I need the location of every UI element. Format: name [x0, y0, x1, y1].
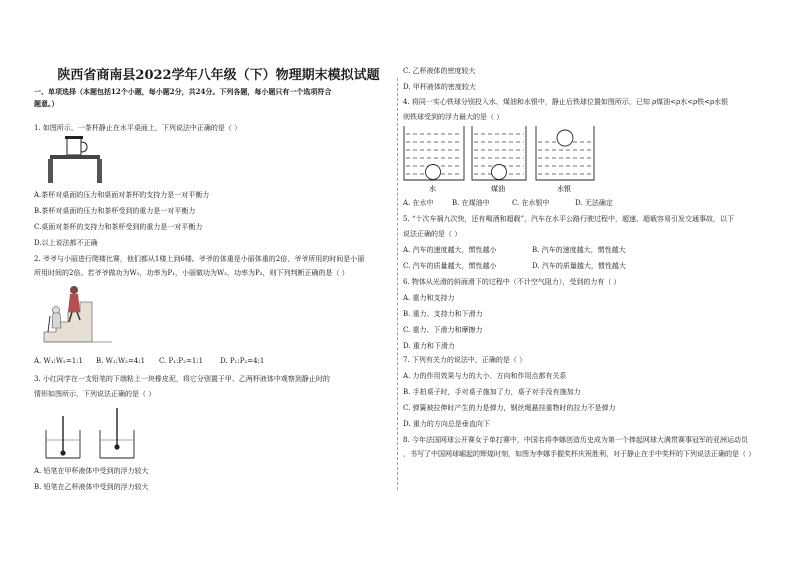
q4-label-kerosene: 煤油: [491, 185, 505, 193]
q8-stem-line1: 8. 今年法国网球公开赛女子单打赛中，中国名将李娜创造历史成为第一个捧起网球大满贯赛事冠军的亚洲运动员: [403, 436, 748, 444]
q4-stem-line2: 则铁球受到的浮力最大的是（ ）: [403, 113, 504, 121]
q5-option-c: C. 汽车的质量越大，惯性越小: [403, 262, 497, 270]
q4-label-water: 水: [429, 185, 436, 193]
q5-stem-line2: 说法正确的是（ ）: [403, 230, 462, 238]
q3-option-a: A. 铅笔在甲杯液体中受到的浮力较大: [34, 467, 149, 475]
q3-pencil-in-liquids-figure: [40, 404, 152, 462]
q5-stem-line1: 5. “十次车祸九次快，还有喝酒和超载”，汽车在水平公路行驶过程中，超速、超载容易引发交通事故，以下: [403, 215, 735, 223]
q2-option-b: B. W₁:W₂=4:1: [96, 357, 146, 365]
q4-option-c: C. 在水银中: [512, 199, 550, 207]
q3-option-c: C. 乙杯液体的密度较大: [403, 67, 476, 75]
q4-option-b: B. 在煤油中: [452, 199, 490, 207]
q7-option-a: A. 力的作用效果与力的大小、方向和作用点都有关系: [403, 372, 567, 380]
column-divider: [397, 78, 398, 490]
q7-option-d: D. 重力的方向总是垂直向下: [403, 420, 490, 428]
q4-option-d: D. 无法确定: [575, 199, 613, 207]
q2-option-d: D. P₁:P₂=4:1: [220, 357, 265, 365]
q4-label-mercury: 水银: [557, 185, 571, 193]
q5-option-b: B. 汽车的速度越大，惯性越大: [532, 246, 626, 254]
q6-option-d: D. 重力和下滑力: [403, 342, 455, 350]
q1-teacup-on-table-figure: [42, 134, 108, 184]
q5-option-a: A. 汽车的速度越大，惯性越小: [403, 246, 497, 254]
q7-option-b: B. 手拍桌子时，手对桌子施加了力，桌子对手没有施加力: [403, 388, 581, 396]
q3-stem-line1: 3. 小红同学在一支铅笔的下端粘上一块橡皮泥，将它分别置于甲、乙两杯液体中观察到静止时的: [34, 375, 330, 383]
q1-option-a: A.茶杯对桌面的压力和桌面对茶杯的支持力是一对平衡力: [34, 191, 210, 199]
q5-option-d: D. 汽车的质量越大，惯性越大: [532, 262, 626, 270]
q1-option-d: D.以上说法都不正确: [34, 239, 98, 247]
q2-stem-line2: 所用时间的2倍。若爷爷做功为W₁，功率为P₁，小丽做功为W₂，功率为P₂，则下列判断正确的是（ ）: [34, 269, 349, 277]
q6-option-c: C. 重力、下滑力和摩擦力: [403, 326, 483, 334]
q4-iron-ball-in-liquids-figure: [402, 122, 598, 194]
q3-stem-line2: 情形如图所示，下列说法正确的是（ ）: [34, 390, 156, 398]
section-heading: 一、单项选择（本题包括12个小题，每小题2分，共24分。下列各题，每小题只有一个选项符合: [34, 87, 332, 96]
q7-stem: 7. 下列有关力的说法中，正确的是（ ）: [403, 356, 527, 364]
section-heading-cont: 题意。）: [34, 99, 59, 108]
q3-option-b: B. 铅笔在乙杯液体中受到的浮力较大: [34, 483, 149, 491]
q4-stem-line1: 4. 将同一实心铁球分别投入水、煤油和水银中，静止后铁球位置如图所示，已知 ρ煤油<ρ水<ρ铁<ρ水银: [403, 98, 729, 106]
q1-stem: 1. 如图所示，一茶杯静止在水平桌面上，下列说法中正确的是（ ）: [34, 124, 242, 132]
q1-option-b: B.茶杯对桌面的压力和茶杯受到的重力是一对平衡力: [34, 207, 196, 215]
q7-option-c: C. 弹簧被拉伸时产生的力是弹力，钢丝绳悬挂重物时的拉力不是弹力: [403, 404, 616, 412]
page-title: 陕西省商南县2022学年八年级（下）物理期末模拟试题: [57, 68, 380, 83]
q2-stair-climbing-figure: [42, 282, 114, 344]
q6-option-b: B. 重力、支持力和下滑力: [403, 310, 483, 318]
q4-option-a: A. 在水中: [403, 199, 434, 207]
q2-option-a: A. W₁:W₂=1:1: [34, 357, 83, 365]
q3-option-d: D. 甲杯液体的密度较大: [403, 83, 476, 91]
q8-stem-line2: ，书写了中国网球崛起的辉煌时刻，如图为李娜手握奖杯庆祝胜利，对于静止在手中奖杯的下列说法正确的是（ ）: [403, 450, 756, 458]
q1-option-c: C.桌面对茶杯的支持力和茶杯受到的重力是一对平衡力: [34, 223, 203, 231]
q6-stem: 6. 物体从光滑的斜面滑下的过程中（不计空气阻力），受到的力有（ ）: [403, 278, 621, 286]
q6-option-a: A. 重力和支持力: [403, 294, 455, 302]
q2-option-c: C. P₁:P₂=1:1: [159, 357, 204, 365]
q2-stem-line1: 2. 爷爷与小丽进行爬楼比赛，他们都从1楼上到6楼。爷爷的体重是小丽体重的2倍，爷爷所用的时间是小丽: [34, 255, 365, 263]
